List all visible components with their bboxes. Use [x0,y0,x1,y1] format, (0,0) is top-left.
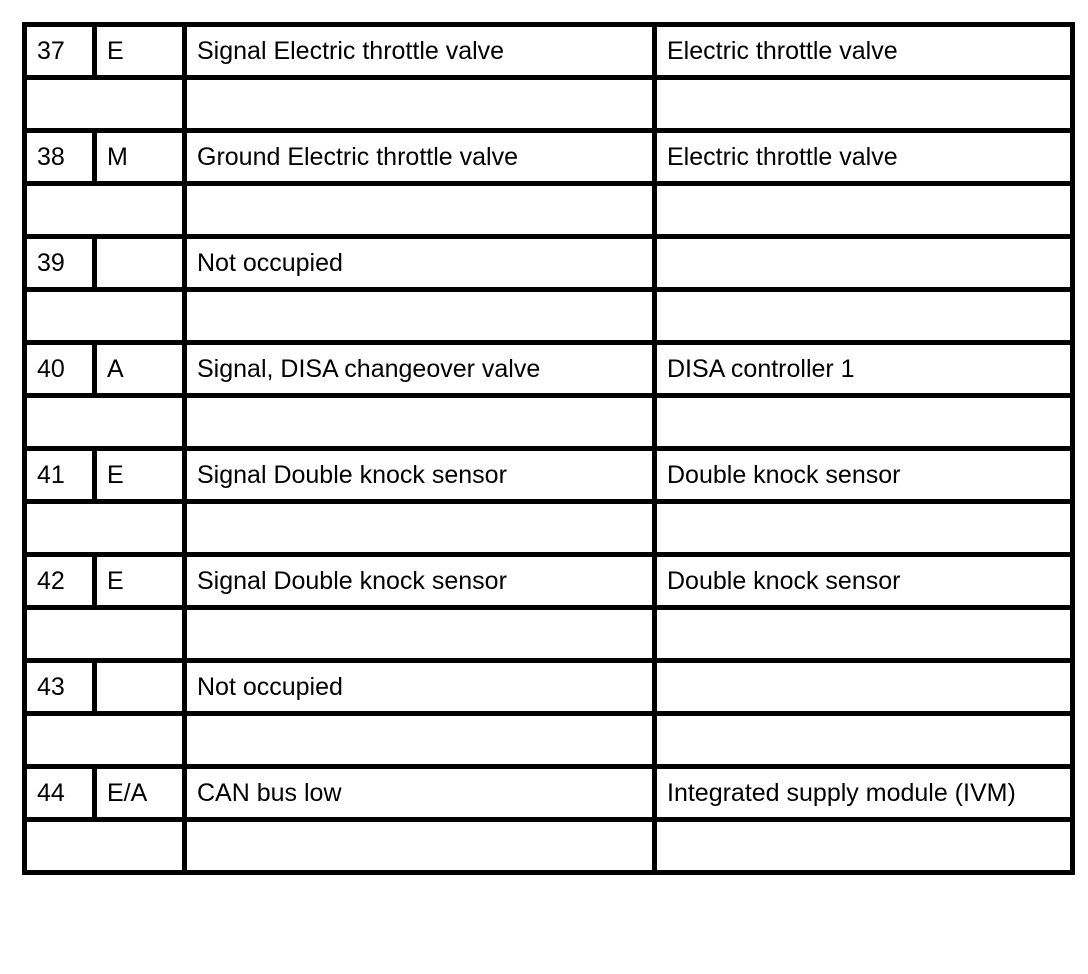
spacer-cell [185,608,655,661]
signal-type: M [95,131,185,184]
spacer-cell [25,714,185,767]
component-name: Electric throttle valve [655,25,1073,78]
spacer-row [25,290,1073,343]
signal-type: E [95,25,185,78]
spacer-cell [655,290,1073,343]
pin-description: Signal Electric throttle valve [185,25,655,78]
spacer-row [25,820,1073,873]
spacer-row [25,396,1073,449]
pin-number: 40 [25,343,95,396]
signal-type [95,237,185,290]
spacer-cell [185,714,655,767]
table-row [25,661,1073,714]
signal-type: A [95,343,185,396]
pin-description: CAN bus low [185,767,655,820]
component-name [655,237,1073,290]
pin-number: 43 [25,661,95,714]
table-row [25,555,1073,608]
spacer-cell [655,78,1073,131]
spacer-cell [185,290,655,343]
pin-description: Ground Electric throttle valve [185,131,655,184]
pin-description: Signal Double knock sensor [185,555,655,608]
spacer-cell [655,502,1073,555]
pin-description: Not occupied [185,237,655,290]
spacer-row [25,78,1073,131]
spacer-cell [25,608,185,661]
spacer-cell [655,608,1073,661]
signal-type: E/A [95,767,185,820]
pin-number: 39 [25,237,95,290]
spacer-cell [185,184,655,237]
spacer-cell [25,502,185,555]
spacer-cell [25,78,185,131]
component-name: Double knock sensor [655,555,1073,608]
pin-description: Signal, DISA changeover valve [185,343,655,396]
spacer-row [25,608,1073,661]
table-row [25,767,1073,820]
spacer-cell [185,820,655,873]
spacer-cell [655,184,1073,237]
spacer-cell [25,396,185,449]
component-name: DISA controller 1 [655,343,1073,396]
pin-description: Not occupied [185,661,655,714]
component-name: Double knock sensor [655,449,1073,502]
table-row [25,237,1073,290]
component-name: Integrated supply module (IVM) [655,767,1073,820]
pin-number: 42 [25,555,95,608]
spacer-cell [655,396,1073,449]
signal-type [95,661,185,714]
component-name [655,661,1073,714]
pin-number: 44 [25,767,95,820]
spacer-cell [185,396,655,449]
signal-type: E [95,449,185,502]
component-name: Electric throttle valve [655,131,1073,184]
pin-assignment-table [22,22,1075,875]
spacer-row [25,502,1073,555]
pin-number: 37 [25,25,95,78]
spacer-row [25,714,1073,767]
spacer-cell [25,290,185,343]
spacer-row [25,184,1073,237]
pin-number: 41 [25,449,95,502]
table-row [25,25,1073,78]
table-row [25,343,1073,396]
spacer-cell [655,820,1073,873]
pin-number: 38 [25,131,95,184]
spacer-cell [25,184,185,237]
spacer-cell [185,502,655,555]
spacer-cell [25,820,185,873]
spacer-cell [655,714,1073,767]
table-row [25,449,1073,502]
signal-type: E [95,555,185,608]
table-row [25,131,1073,184]
pin-description: Signal Double knock sensor [185,449,655,502]
spacer-cell [185,78,655,131]
